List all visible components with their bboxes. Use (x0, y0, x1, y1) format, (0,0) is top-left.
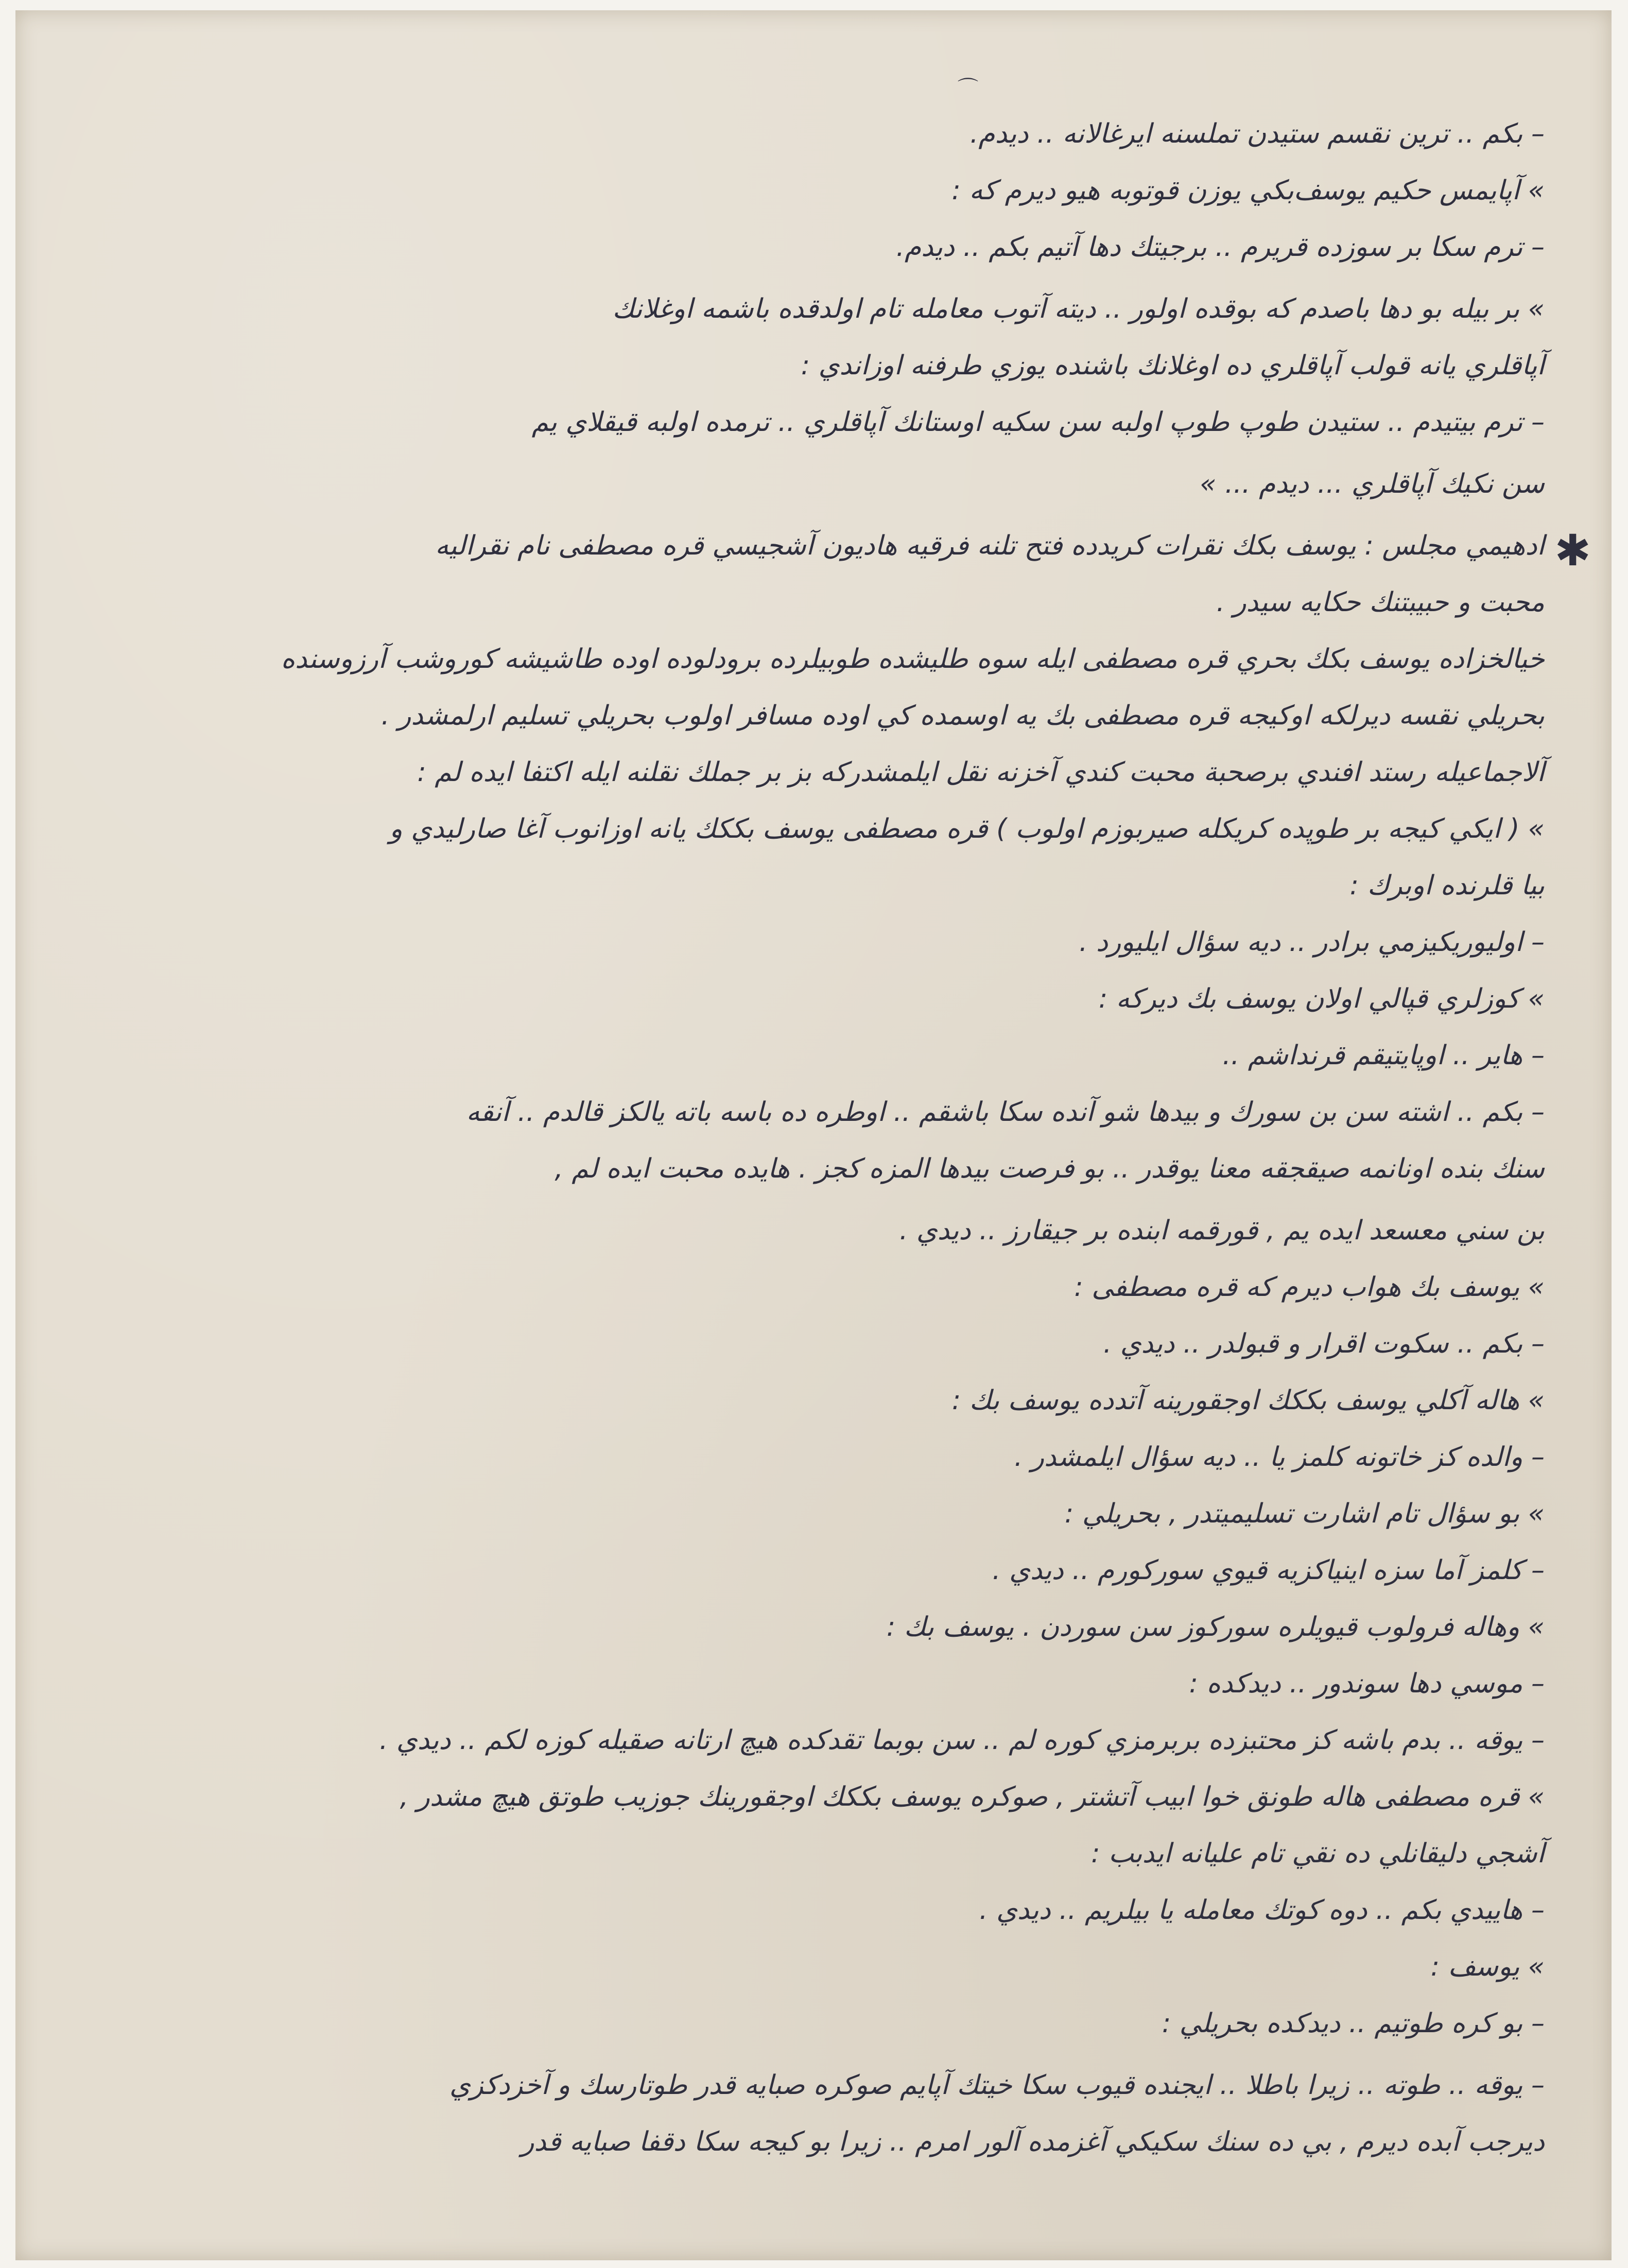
text-line: » قره مصطفى هاله طونق خوا ابيب آتشتر , صوكره يوسف بككك اوجقورينك جوزيب طوتق هيچ مشدر , (400, 1781, 1545, 1812)
text-line: بيا قلرنده اوبرك : (1349, 870, 1545, 901)
text-line: – يوقه .. طوته .. زيرا باطلا .. ايجنده قيوب سكا خيتك آپايم صوكره صبايه قدر طوتارسك و آخزدكزي (449, 2070, 1545, 2101)
text-line: سن نكيك آپاقلري ... ديدم ... » (1200, 469, 1545, 499)
text-line: آشجي دليقانلي ده نقي تام عليانه ايدبب : (1091, 1838, 1545, 1869)
manuscript-page (15, 10, 1612, 2260)
top-mark: ⌒ (958, 77, 978, 100)
text-line: – بكم .. اشته سن بن سورك و بيدها شو آنده سكا باشقم .. اوطره ده باسه باته يالكز قالدم .. آنقه (466, 1097, 1545, 1128)
text-line: – هاييدي بكم .. دوه كوتك معامله يا بيلريم .. ديدي . (979, 1895, 1545, 1926)
text-line: – كلمز آما سزه اينياكزيه قيوي سوركورم .. ديدي . (992, 1555, 1545, 1586)
text-line: ديرجب آبده ديرم , بي ده سنك سكيكي آغزمده آلور امرم .. زيرا بو كيجه سكا دقفا صبايه قدر (521, 2126, 1545, 2157)
text-line: » بر بيله بو دها باصدم كه بوقده اولور .. ديته آتوب معامله تام اولدقده باشمه اوغلانك (612, 293, 1545, 324)
text-line: » آپايمس حكيم يوسف‌بكي يوزن قوتوبه هيو ديرم كه : (951, 175, 1545, 206)
text-line: » يوسف بك هواب ديرم كه قره مصطفى : (1074, 1272, 1545, 1303)
text-line: – والده كز خاتونه كلمز يا .. ديه سؤال ايلمشدر . (1014, 1442, 1545, 1473)
text-line: – بكم .. سكوت اقرار و قبولدر .. ديدي . (1103, 1328, 1545, 1359)
text-line: بن سني معسعد ايده يم , قورقمه ابنده بر جيقارز .. ديدي . (899, 1215, 1545, 1246)
text-line: – بو كره طوتيم .. ديدكده بحريلي : (1162, 2008, 1545, 2039)
text-line: » هاله آكلي يوسف بككك اوجقورينه آتدده يوسف بك : (951, 1385, 1545, 1416)
text-line: – ترم بيتيدم .. ستيدن طوپ طوپ اولبه سن سكيه اوستانك آپاقلري .. ترمده اولبه قيقلاي يم (531, 407, 1545, 438)
text-line: » وهاله فرولوب قيويلره سوركوز سن سوردن . يوسف بك : (886, 1612, 1545, 1642)
text-line: – ترم سكا بر سوزده قريرم .. برجيتك دها آتيم بكم .. ديدم. (896, 232, 1545, 263)
text-line: » ( ايكي كيجه بر طوپده كريكله صيربوزم اولوب ) قره مصطفى يوسف بككك يانه اوزانوب آغا صارليدي و (389, 813, 1545, 844)
text-line: – موسي دها سوندور .. ديدكده : (1189, 1668, 1545, 1699)
text-line: – هاير .. اوپايتيقم قرنداشم .. (1222, 1040, 1545, 1071)
text-line: محبت و حبيبتنك حكايه سيدر . (1216, 587, 1545, 618)
text-line: » بو سؤال تام اشارت تسليميتدر , بحريلي : (1064, 1498, 1545, 1529)
text-line: سنك بنده اونانمه صيقجقه معنا يوقدر .. بو فرصت بيدها المزه كجز . هايده محبت ايده لم , (555, 1153, 1545, 1184)
text-line: » كوزلري قپالي اولان يوسف بك ديركه : (1098, 983, 1545, 1014)
text-line: » يوسف : (1430, 1951, 1545, 1982)
text-line: – يوقه .. بدم باشه كز محتبزده بربرمزي كوره لم .. سن بوبما تقدكده هيچ ارتانه صقيله كوزه لكم .. ديدي . (379, 1725, 1545, 1756)
text-line: بحريلي نقسه ديرلكه اوكيجه قره مصطفى بك يه اوسمده كي اوده مسافر اولوب بحريلي تسليم ارلمشدر . (381, 700, 1545, 731)
text-line: آپاقلري يانه قولب آپاقلري ده اوغلانك باشنده يوزي طرفنه اوزاندي : (801, 350, 1545, 381)
text-line: آلاجماعيله رستد افندي برصحبة محبت كندي آخزنه نقل ايلمشدركه بز بر جملك نقلنه ايله اكتفا ايده لم : (417, 757, 1545, 788)
margin-asterisk: ✱ (1554, 525, 1591, 576)
text-line: – بكم .. ترين نقسم ستيدن تملسنه ايرغالانه .. ديدم. (969, 118, 1545, 149)
text-line: – اوليوريكيزمي برادر .. ديه سؤال ايليورد . (1079, 927, 1545, 958)
text-line: ادهيمي مجلس : يوسف بكك نقرات كريدده فتح تلنه فرقيه هاديون آشجيسي قره مصطفى نام نقراليه (435, 530, 1545, 561)
text-line: خيالخزاده يوسف بكك بحري قره مصطفى ايله سوه طليشده طوبيلرده برودلوده اوده طاشيشه كوروشب آرزوسنده (281, 644, 1545, 674)
